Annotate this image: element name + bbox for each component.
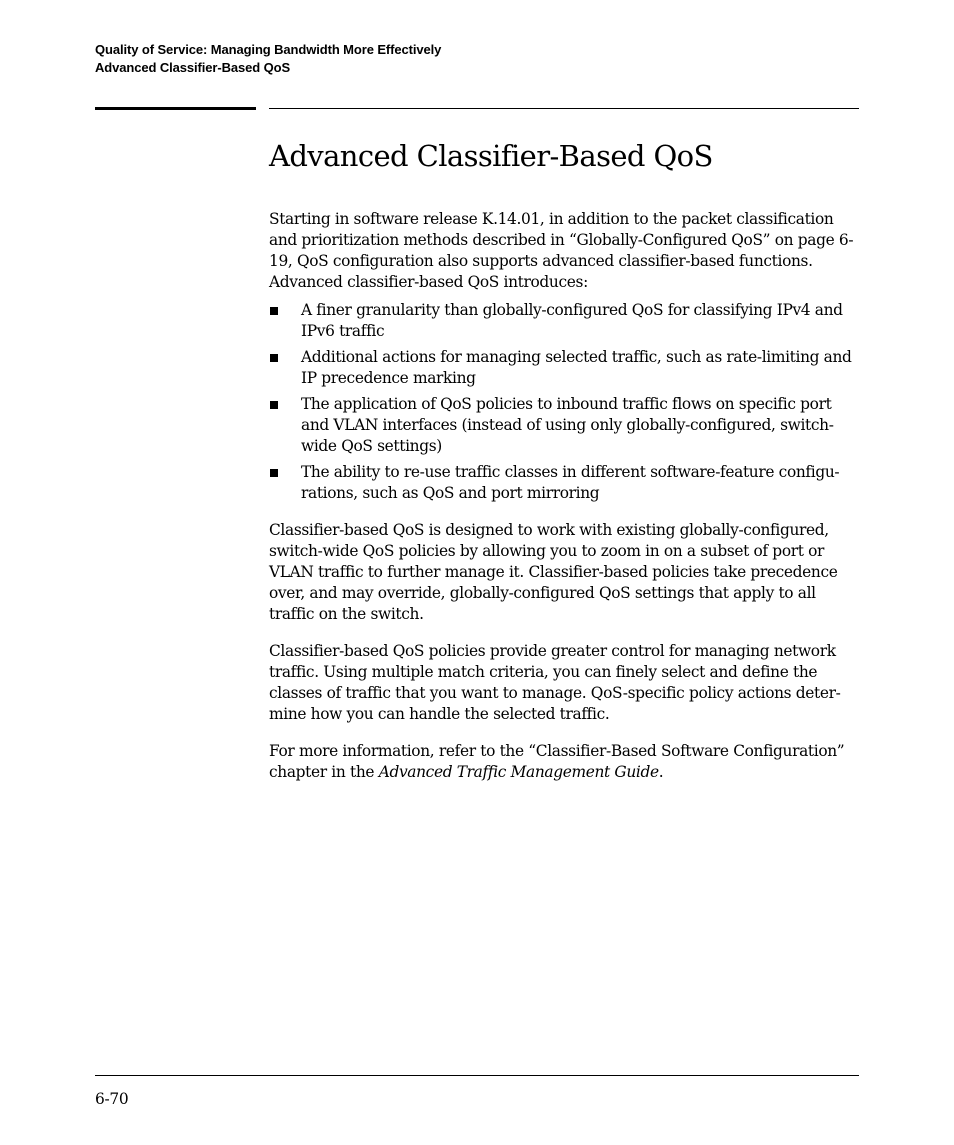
list-item	[269, 394, 859, 457]
running-header-chapter: Quality of Service: Managing Bandwidth More Effectively	[95, 42, 442, 57]
body-paragraph-4	[269, 741, 859, 783]
page-number: 6-70	[95, 1090, 129, 1108]
running-header	[95, 41, 441, 77]
square-bullet-icon	[270, 401, 278, 409]
list-item-text: A finer granularity than globally-configured QoS for classifying IPv4 and IPv6 traffic	[301, 301, 843, 340]
body-paragraph-3: Classifier-based QoS policies provide greater control for managing network traffic. Using multiple match criteria, you can finely select and define the classes of traffic that you want to manage. QoS-specific policy actions deter-mine how you can handle the selected traffic.	[269, 642, 841, 723]
list-item	[269, 300, 859, 342]
header-rule-thick	[95, 107, 256, 110]
reference-text: For more information, refer to the “Classifier-Based Software Configuration” chapter in the	[269, 742, 845, 781]
square-bullet-icon	[270, 469, 278, 477]
square-bullet-icon	[270, 307, 278, 315]
guide-title: Advanced Traffic Management Guide	[378, 763, 659, 781]
running-header-section: Advanced Classifier-Based QoS	[95, 60, 291, 75]
feature-list	[269, 300, 859, 504]
footer-rule	[95, 1075, 859, 1076]
intro-paragraph: Starting in software release K.14.01, in addition to the packet classification and prioritization methods described in “Globally-Configured QoS” on page 6-19, QoS configuration also supports advanced classifier-based functions. Advanced classifier-based QoS introduces:	[269, 210, 854, 291]
section-title: Advanced Classifier-Based QoS	[269, 139, 713, 173]
list-item	[269, 462, 859, 504]
list-item-text: The application of QoS policies to inbound traffic flows on specific port and VLAN interfaces (instead of using only globally-configured, switch-wide QoS settings)	[301, 395, 834, 455]
reference-text-end: .	[658, 763, 664, 781]
header-rule-thin	[269, 108, 859, 109]
main-content	[269, 136, 859, 783]
square-bullet-icon	[270, 354, 278, 362]
body-paragraph-2: Classifier-based QoS is designed to work with existing globally-configured, switch-wide QoS policies by allowing you to zoom in on a subset of port or VLAN traffic to further manage it. Classifier-based policies take precedence over, and may override, globally-configured QoS settings that apply to all traffic on the switch.	[269, 521, 838, 623]
list-item-text: The ability to re-use traffic classes in different software-feature configu-rations, such as QoS and port mirroring	[301, 463, 840, 502]
list-item-text: Additional actions for managing selected traffic, such as rate-limiting and IP precedence marking	[301, 348, 852, 387]
list-item	[269, 347, 859, 389]
